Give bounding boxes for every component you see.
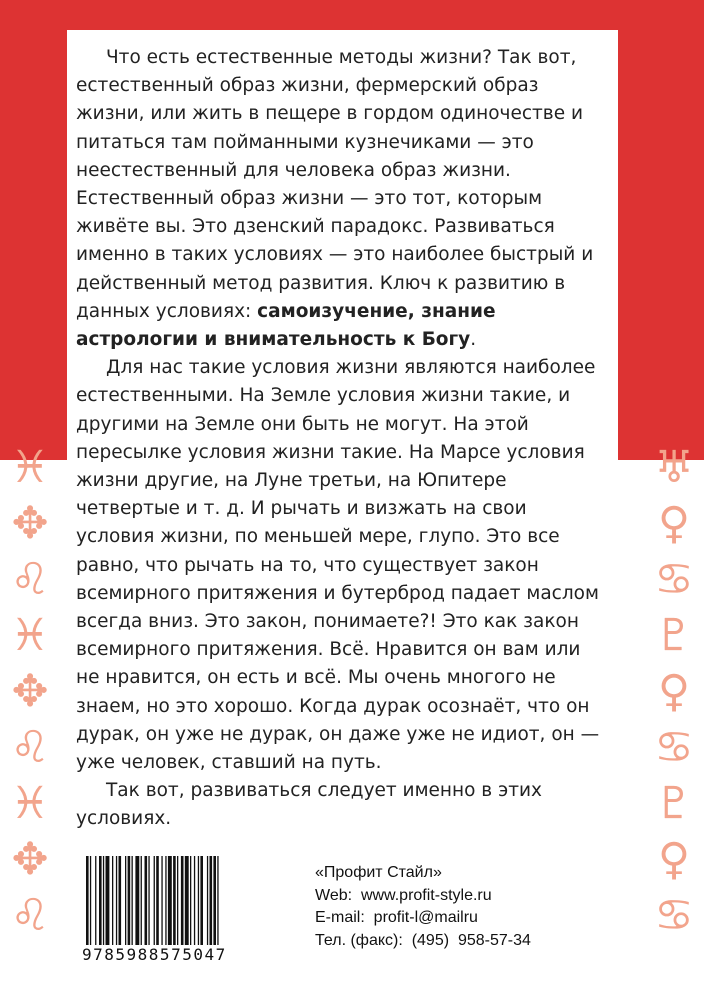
publisher-phone: Тел. (факс): (495) 958-57-34 <box>315 931 531 949</box>
barcode-bar <box>154 856 155 952</box>
barcode-bar <box>190 856 191 952</box>
leo-icon: ♌ <box>10 890 50 941</box>
barcode-bar <box>173 856 176 952</box>
cross-ornament-icon: ✥ <box>11 834 49 885</box>
barcode-bar <box>106 856 110 952</box>
barcode-bar <box>200 856 203 952</box>
pisces-icon: ♓ <box>10 778 50 829</box>
barcode-bar <box>90 856 91 952</box>
barcode-bar <box>210 856 213 952</box>
zodiac-glyph-column-right <box>644 440 704 1000</box>
pisces-icon: ♓ <box>10 610 50 661</box>
pluto-icon: ♇ <box>654 610 694 661</box>
barcode-bar <box>181 856 184 952</box>
barcode-bar <box>116 856 117 952</box>
cross-ornament-icon: ✥ <box>11 498 49 549</box>
barcode-bar <box>198 856 199 952</box>
barcode-bar <box>99 856 102 952</box>
zodiac-glyph-column-left <box>0 440 60 1000</box>
paragraph-2: Для нас такие условия жизни являются наиболее естественными. На Земле условия жизни такие, и другими на Земле они быть не могут. На этой пересылке условия жизни такие. На Марсе условия жизни другие, на Луне третьи, на Юпитере четвертые и т. д. И рычать и визжать на свои условия жизни, по меньшей мере, глупо. Это все равно, что рычать на то, что существует закон всемирного притяжения и бутерброд падает маслом всегда вниз. Это закон, понимаете?! Это как закон всемирного притяжения. Всё. Нравится он вам или не нравится, он есть и всё. Мы очень многого не знаем, но это хорошо. Когда дурак осознаёт, что он дурак, он уже не дурак, он даже уже не идиот, он — уже человек, ставший на путь. <box>76 357 600 774</box>
paragraph-1: Что есть естественные методы жизни? Так вот, естественный образ жизни, фермерский образ жизни, или жить в пещере в гордом одиночестве и питаться там пойманными кузнечиками — это неестественный для человека образ жизни. Естественный образ жизни — это тот, которым живёте вы. Это дзенский парадокс. Развиваться именно в таких условиях — это наиболее быстрый и действенный метод развития. Ключ к развитию в данных условиях: самоизучение, знание астрологии и внимательность к Богу. <box>76 47 594 351</box>
barcode-bar <box>125 856 126 952</box>
leo-icon: ♌ <box>10 722 50 773</box>
barcode-bar <box>112 856 113 952</box>
barcode-bar <box>156 856 159 952</box>
publisher-info <box>315 862 531 952</box>
cancer-icon: ♋ <box>654 722 694 773</box>
barcode-bar <box>161 856 162 952</box>
barcode-bar <box>132 856 133 952</box>
barcode-bar <box>141 856 142 952</box>
publisher-name: «Профит Стайл» <box>315 864 442 881</box>
publisher-web: Web: www.profit-style.ru <box>315 886 492 904</box>
barcode-bar <box>194 856 195 952</box>
barcode-bar <box>165 856 166 952</box>
uranus-icon: ♅ <box>654 442 694 493</box>
isbn-digits: 9785988575047 <box>82 945 304 964</box>
pisces-icon: ♓ <box>10 442 50 493</box>
barcode-bar <box>217 856 218 952</box>
barcode-bar <box>185 856 189 952</box>
venus-icon: ♀ <box>657 666 691 717</box>
barcode-bar <box>95 856 96 952</box>
emphasis-text: самоизучение, знание астрологии и внимательность к Богу <box>76 300 496 351</box>
venus-icon: ♀ <box>657 498 691 549</box>
barcode-bar <box>128 856 131 952</box>
cancer-icon: ♋ <box>654 890 694 941</box>
body-text <box>76 44 606 834</box>
pluto-icon: ♇ <box>654 778 694 829</box>
barcode-bar <box>145 856 148 952</box>
barcode-bar <box>213 856 216 952</box>
barcode-bar <box>207 856 208 952</box>
barcode-bar <box>148 856 149 952</box>
cancer-icon: ♋ <box>654 554 694 605</box>
cross-ornament-icon: ✥ <box>11 666 49 717</box>
barcode-bar <box>86 856 89 952</box>
venus-icon: ♀ <box>657 834 691 885</box>
back-cover-text-panel <box>67 30 618 1000</box>
barcode-bar <box>177 856 178 952</box>
barcode-bar <box>119 856 122 952</box>
barcode-bar <box>168 856 172 952</box>
paragraph-3: Так вот, развиваться следует именно в этих условиях. <box>76 780 542 830</box>
publisher-email: E-mail: profit-l@mailru <box>315 909 478 926</box>
barcode-bar <box>103 856 104 952</box>
barcode-bar <box>135 856 139 952</box>
leo-icon: ♌ <box>10 554 50 605</box>
